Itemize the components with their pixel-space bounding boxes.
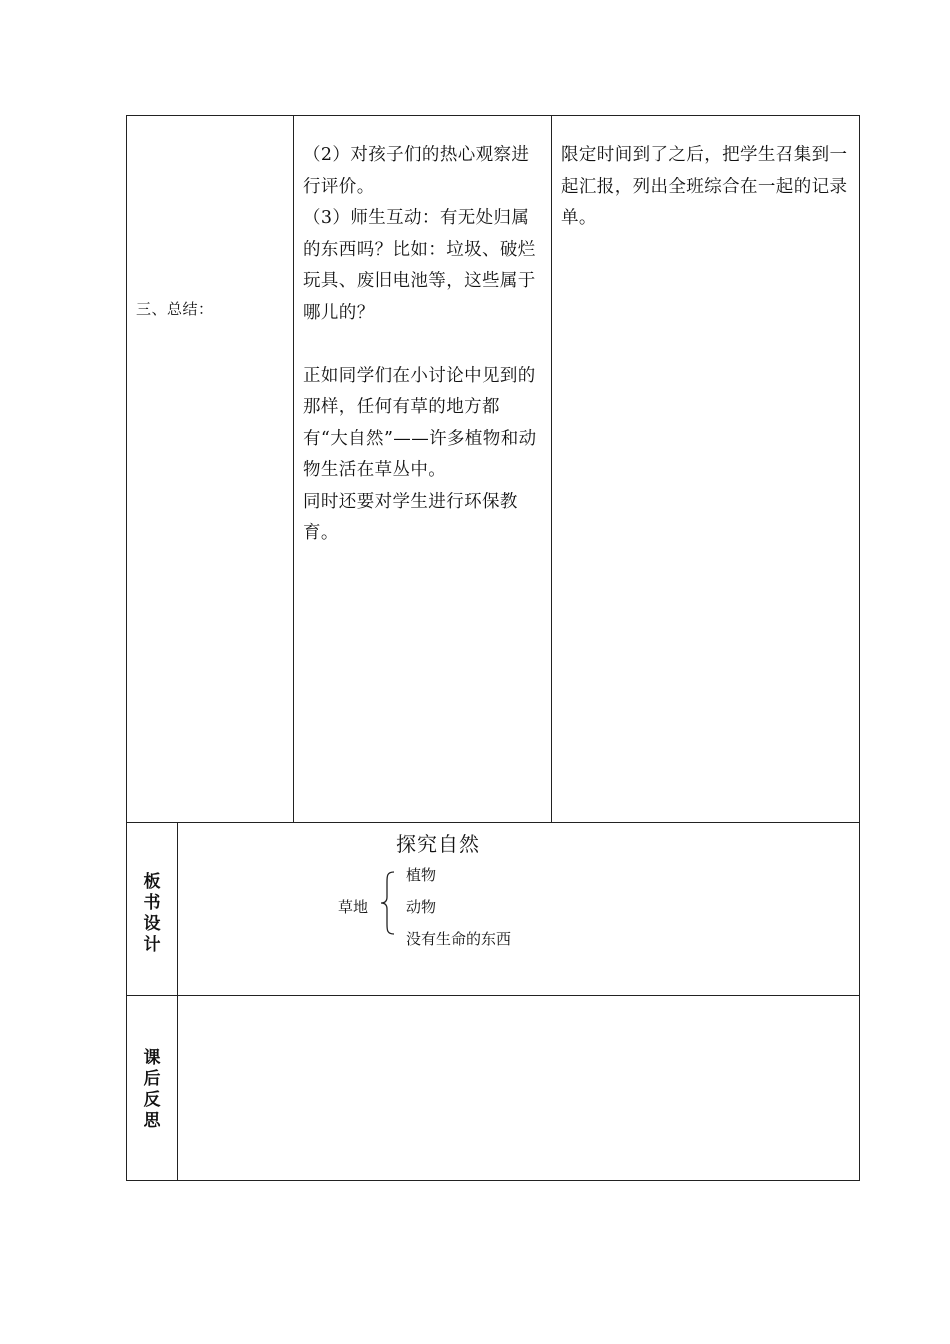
table-left-border	[126, 115, 127, 1181]
label-column-divider	[177, 822, 178, 1181]
column-divider-2	[551, 115, 552, 823]
column-divider-1	[293, 115, 294, 823]
curly-brace-icon	[378, 870, 398, 936]
paragraph-eco-education: 同时还要对学生进行环保教育。	[303, 491, 518, 543]
row-divider-reflection	[126, 995, 860, 996]
table-top-border	[126, 115, 860, 116]
paragraph-report: 限定时间到了之后，把学生召集到一起汇报，列出全班综合在一起的记录单。	[561, 145, 848, 228]
board-item-nonliving: 没有生命的东西	[406, 930, 512, 948]
reflection-content[interactable]	[190, 1010, 845, 1165]
section-label: 三、总结：	[136, 300, 214, 318]
right-column-text	[561, 140, 853, 235]
table-right-border	[859, 115, 860, 1181]
paragraph-interaction: （3）师生互动：有无处归属的东西吗？比如：垃圾、破烂玩具、废旧电池等，这些属于哪儿的？	[303, 208, 536, 323]
board-item-plants: 植物	[406, 866, 437, 884]
reflection-label: 课后反思	[143, 1048, 161, 1131]
row-divider-board	[126, 822, 860, 823]
board-root-term: 草地	[338, 898, 369, 916]
paragraph-evaluation: （2）对孩子们的热心观察进行评价。	[303, 145, 530, 197]
paragraph-summary: 正如同学们在小讨论中见到的那样，任何有草的地方都有“大自然”——许多植物和动物生活在草丛中。	[303, 365, 537, 480]
table-bottom-border	[126, 1180, 860, 1181]
board-design-label: 板书设计	[143, 872, 161, 955]
middle-column-text	[303, 140, 545, 550]
board-title: 探究自然	[396, 832, 480, 856]
board-item-animals: 动物	[406, 898, 437, 916]
paragraph-spacer	[303, 329, 545, 361]
